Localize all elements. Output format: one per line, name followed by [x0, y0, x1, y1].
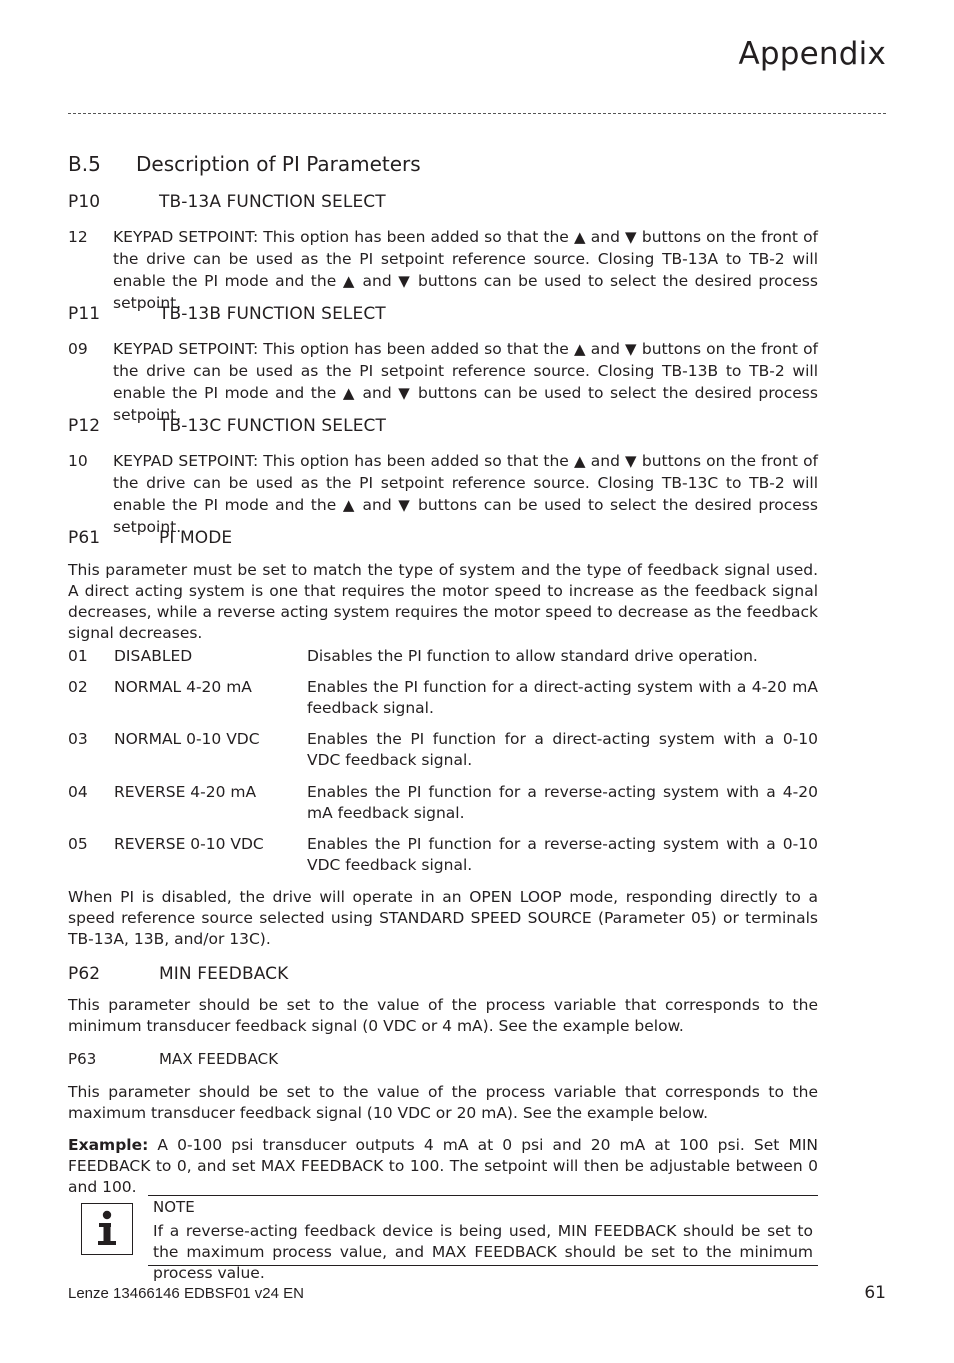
param-title: MIN FEEDBACK	[159, 964, 289, 984]
row-desc: Disables the PI function to allow standard drive operation.	[307, 647, 758, 665]
param-code: P11	[68, 304, 101, 324]
up-arrow-icon: ▲	[342, 272, 356, 290]
option-text: KEYPAD SETPOINT: This option has been added so that the ▲ and ▼ buttons on the front of the drive can be used as the PI setpoint reference source. Closing TB-13C to TB-2 will enable the PI mode and the ▲ and ▼ buttons can be used to select the desired process setpoint.	[113, 452, 819, 536]
down-arrow-icon: ▼	[398, 496, 412, 514]
param-heading-p12	[68, 416, 386, 436]
down-arrow-icon: ▼	[398, 384, 412, 402]
example-label: Example:	[68, 1136, 149, 1154]
param-option-p10	[68, 226, 818, 314]
pi-mode-row	[68, 834, 818, 876]
example-text: A 0-100 psi transducer outputs 4 mA at 0 psi and 20 mA at 100 psi. Set MIN FEEDBACK to 0, and set MAX FEEDBACK to 100. The setpoint will then be adjustable between 0 and 100.	[68, 1136, 818, 1196]
param-code: P61	[68, 528, 101, 548]
p61-outro: When PI is disabled, the drive will operate in an OPEN LOOP mode, responding directly to a speed reference source selected using STANDARD SPEED SOURCE (Parameter 05) or terminals TB-13A, 13B, and/or 13C).	[68, 888, 818, 948]
row-name: REVERSE 0-10 VDC	[114, 835, 264, 853]
row-desc: Enables the PI function for a reverse-acting system with a 0-10 VDC feedback signal.	[307, 835, 818, 874]
p62-text: This parameter should be set to the value of the process variable that corresponds to the minimum transducer feedback signal (0 VDC or 4 mA). See the example below.	[68, 996, 818, 1035]
down-arrow-icon: ▼	[625, 340, 637, 358]
option-number: 12	[68, 228, 88, 246]
param-heading-p62	[68, 964, 288, 984]
param-title: MAX FEEDBACK	[159, 1050, 279, 1068]
option-text: KEYPAD SETPOINT: This option has been added so that the ▲ and ▼ buttons on the front of the drive can be used as the PI setpoint reference source. Closing TB-13B to TB-2 will enable the PI mode and the ▲ and ▼ buttons can be used to select the desired process setpoint.	[113, 340, 819, 424]
param-title: TB-13B FUNCTION SELECT	[159, 304, 386, 324]
p63-text: This parameter should be set to the value of the process variable that corresponds to the maximum transducer feedback signal (10 VDC or 20 mA). See the example below.	[68, 1083, 818, 1122]
row-num: 02	[68, 678, 88, 696]
param-code: P62	[68, 964, 101, 984]
example-paragraph	[68, 1135, 818, 1198]
row-num: 03	[68, 730, 88, 748]
row-desc: Enables the PI function for a direct-acting system with a 0-10 VDC feedback signal.	[307, 730, 818, 769]
down-arrow-icon: ▼	[625, 452, 637, 470]
section-heading	[68, 152, 421, 176]
row-name: DISABLED	[114, 647, 193, 665]
param-option-p12	[68, 450, 818, 538]
param-heading-p10	[68, 192, 386, 212]
note-bottom-rule	[148, 1265, 818, 1266]
section-number: B.5	[68, 152, 101, 176]
up-arrow-icon: ▲	[573, 452, 586, 470]
up-arrow-icon: ▲	[342, 384, 356, 402]
info-icon-graphic	[82, 1204, 131, 1253]
up-arrow-icon: ▲	[342, 496, 356, 514]
down-arrow-icon: ▼	[625, 228, 637, 246]
option-number: 10	[68, 452, 88, 470]
pi-mode-row	[68, 677, 818, 719]
page-number: 61	[864, 1283, 886, 1303]
param-code: P12	[68, 416, 101, 436]
param-heading-p11	[68, 304, 386, 324]
row-name: NORMAL 0-10 VDC	[114, 730, 260, 748]
note-label: NOTE	[153, 1198, 195, 1216]
page-header-title: Appendix	[738, 36, 886, 72]
row-desc: Enables the PI function for a direct-acting system with a 4-20 mA feedback signal.	[307, 678, 818, 717]
header-divider	[68, 113, 886, 114]
option-text: KEYPAD SETPOINT: This option has been added so that the ▲ and ▼ buttons on the front of the drive can be used as the PI setpoint reference source. Closing TB-13A to TB-2 will enable the PI mode and the ▲ and ▼ buttons can be used to select the desired process setpoint.	[113, 228, 819, 312]
param-title: PI MODE	[159, 528, 233, 548]
param-title: TB-13C FUNCTION SELECT	[159, 416, 386, 436]
pi-mode-row	[68, 646, 818, 667]
row-num: 04	[68, 783, 88, 801]
param-heading-p63	[68, 1050, 278, 1068]
section-title: Description of PI Parameters	[136, 152, 421, 176]
option-number: 09	[68, 340, 88, 358]
up-arrow-icon: ▲	[573, 340, 586, 358]
note-top-rule	[148, 1195, 818, 1196]
info-icon	[81, 1203, 133, 1255]
param-code: P63	[68, 1050, 97, 1068]
pi-mode-row	[68, 729, 818, 771]
param-title: TB-13A FUNCTION SELECT	[159, 192, 386, 212]
param-heading-p61	[68, 528, 232, 548]
param-option-p11	[68, 338, 818, 426]
up-arrow-icon: ▲	[573, 228, 586, 246]
note-text: If a reverse-acting feedback device is being used, MIN FEEDBACK should be set to the maximum process value, and MAX FEEDBACK should be set to the minimum process value.	[153, 1222, 813, 1282]
row-num: 05	[68, 835, 88, 853]
param-code: P10	[68, 192, 101, 212]
row-name: REVERSE 4-20 mA	[114, 783, 257, 801]
row-name: NORMAL 4-20 mA	[114, 678, 252, 696]
down-arrow-icon: ▼	[398, 272, 412, 290]
row-desc: Enables the PI function for a reverse-acting system with a 4-20 mA feedback signal.	[307, 783, 818, 822]
footer-doc-id: Lenze 13466146 EDBSF01 v24 EN	[68, 1285, 304, 1302]
p61-intro: This parameter must be set to match the type of system and the type of feedback signal used. A direct acting system is one that requires the motor speed to increase as the feedback signal decreases, while a reverse acting system requires the motor speed to decrease as the feedback signal decreases.	[68, 561, 818, 642]
pi-mode-row	[68, 782, 818, 824]
row-num: 01	[68, 647, 88, 665]
